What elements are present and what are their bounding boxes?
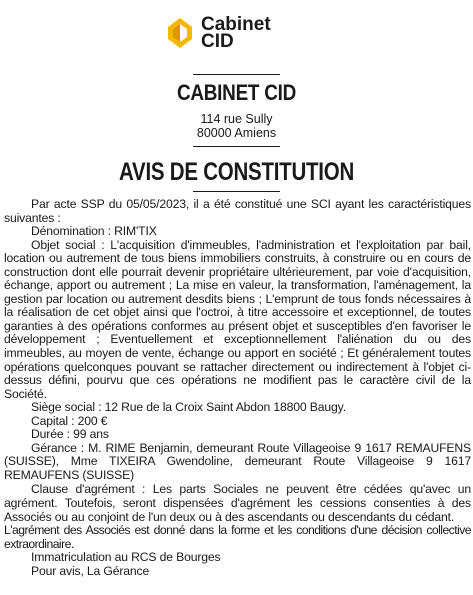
- divider-middle: [193, 146, 280, 147]
- agrement-paragraph: Clause d'agrément : Les parts Sociales ne peuvent être cédées qu'avec un agrément. Toutefois, seront dispensées d'agrément les cessions consenties à des Associés ou au conjoint de l'un deux ou à des ascendants ou descendants du cédant.: [4, 482, 471, 524]
- firm-address-city: 80000 Amiens: [196, 126, 277, 140]
- siege-social-line: Siège social : 12 Rue de la Croix Saint Abdon 18800 Baugy.: [31, 400, 346, 415]
- denomination-line: Dénomination : RIM'TIX: [31, 224, 157, 239]
- notice-body: [4, 198, 471, 578]
- agrement-continuation: L'agrément des Associés est donné dans la forme et les conditions d'une décision collective extraordinaire.: [4, 523, 471, 551]
- cabinet-cid-logo: [167, 14, 271, 52]
- divider-top: [193, 74, 280, 75]
- logo-line-1: Cabinet: [201, 14, 271, 35]
- intro-paragraph: Par acte SSP du 05/05/2023, il a été constitué une SCI ayant les caractéristiques suivantes :: [4, 197, 471, 225]
- signature-line: Pour avis, La Gérance: [31, 563, 150, 578]
- logo-wordmark: [201, 16, 271, 50]
- notice-title: AVIS DE CONSTITUTION: [118, 158, 355, 186]
- firm-name: CABINET CID: [176, 80, 297, 105]
- objet-social-paragraph: Objet social : L'acquisition d'immeubles, l'administration et l'exploitation par bail, location ou autrement de tous biens immobiliers construits, à construire ou en cours de construction dont elle pourrait devenir propriétaire ultérieurement, par voie d'acquisition, échange, apport ou autrement ; La mise en valeur, la transformation, l'aménagement, la gestion par location ou autrement desdits biens ; L'emprunt de tous fonds nécessaires à la réalisation de cet objet ainsi que l'octroi, à titre accessoire et exceptionnel, de toutes garanties à des opérations conformes au présent objet et susceptibles d'en favoriser le développement ; Eventuellement et exceptionnellement l'aliénation du ou des immeubles, au moyen de vente, échange ou apport en société ; Et généralement toutes opérations quelconques pouvant se rattacher directement ou indirectement à l'objet ci-dessus défini, pourvu que ces opérations ne modifient pas le caractère civil de la Société.: [4, 237, 471, 401]
- divider-bottom: [193, 191, 280, 192]
- capital-line: Capital : 200 €: [31, 413, 108, 428]
- duree-line: Durée : 99 ans: [31, 427, 109, 442]
- immatriculation-line: Immatriculation au RCS de Bourges: [31, 550, 221, 565]
- gerance-paragraph: Gérance : M. RIME Benjamin, demeurant Route Villageoise 9 1617 REMAUFENS (SUISSE), Mme TIXEIRA Gwendoline, demeurant Route Villageoise 9 1617 REMAUFENS (SUISSE): [4, 440, 471, 482]
- cabinet-cid-logo-icon: [167, 17, 193, 49]
- logo-line-2: CID: [201, 31, 234, 52]
- firm-address-street: 114 rue Sully: [200, 112, 273, 126]
